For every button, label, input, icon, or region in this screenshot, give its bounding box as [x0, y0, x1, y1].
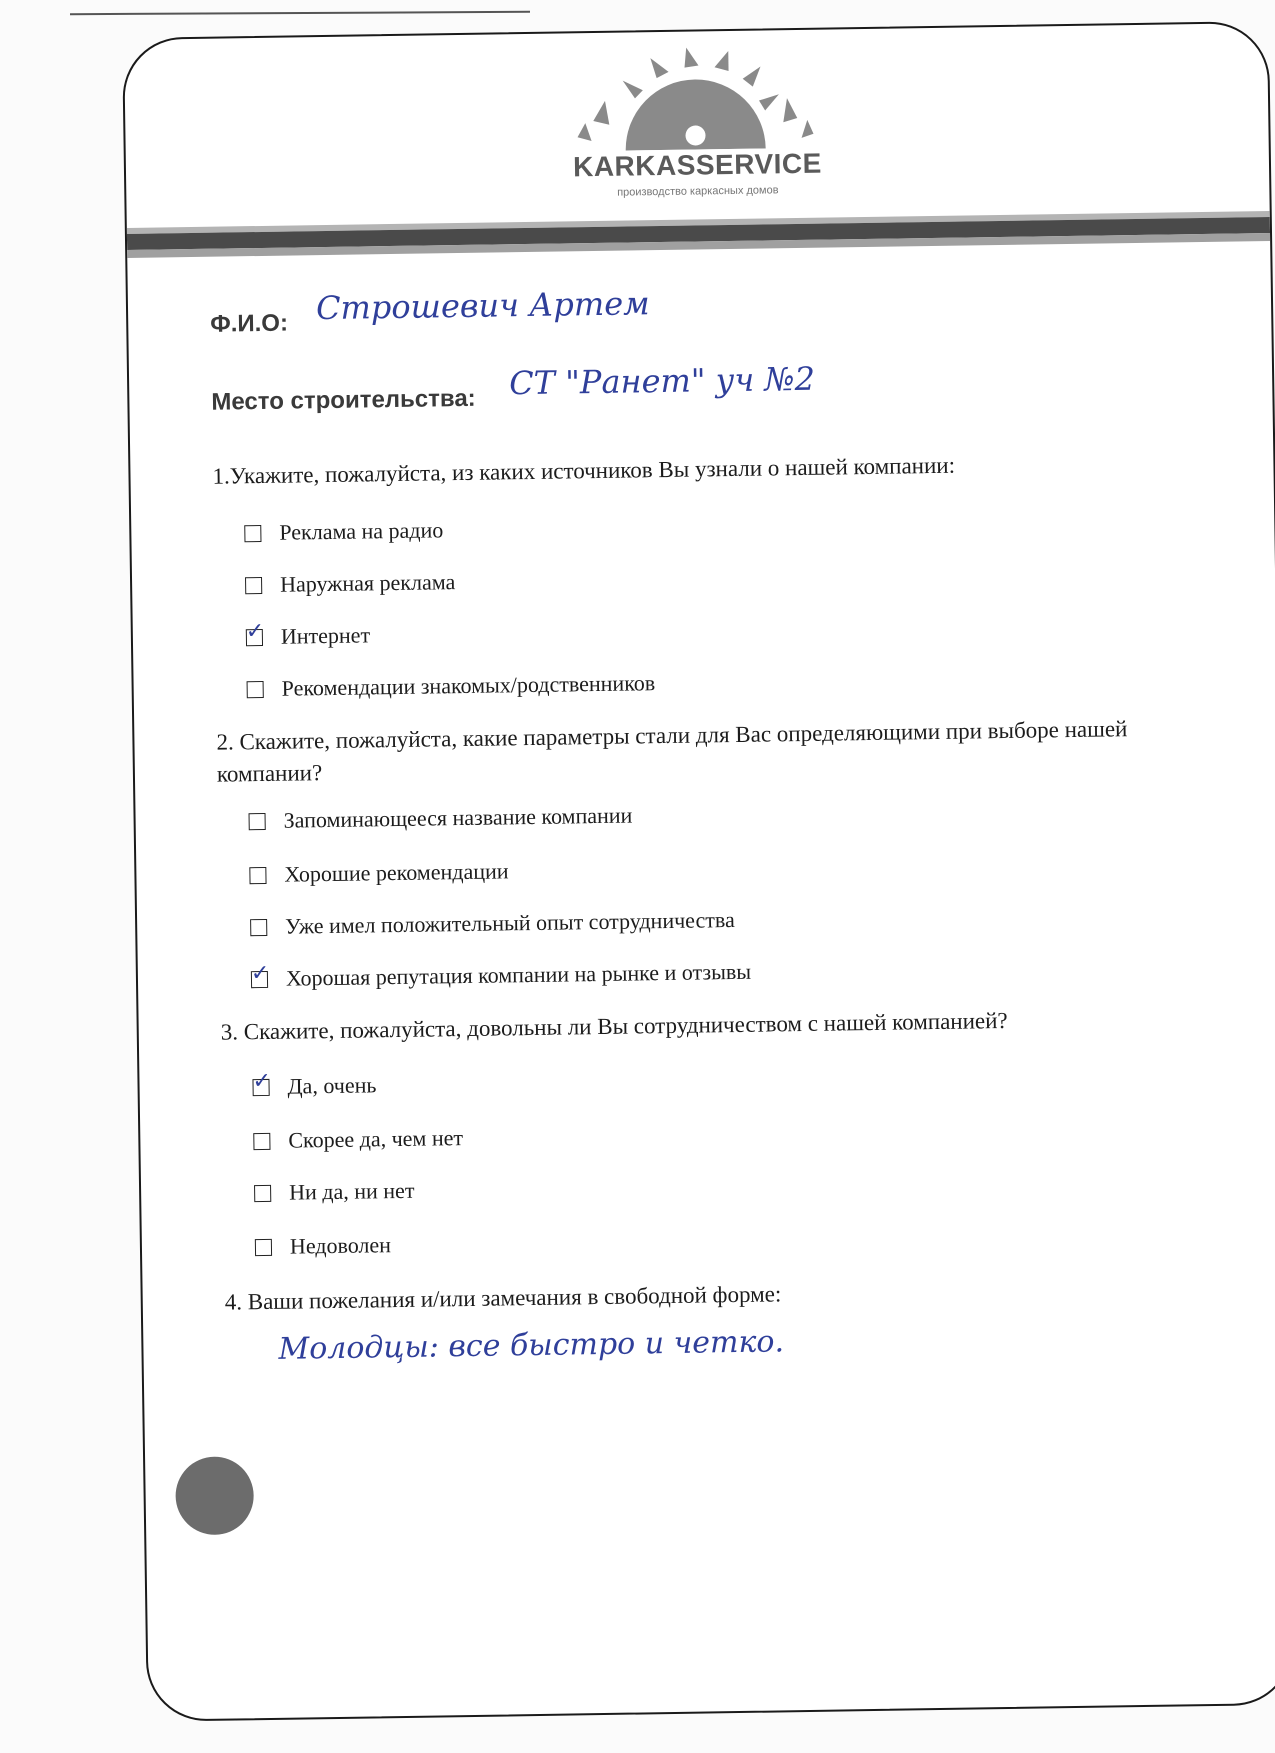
hole-punch-mark [175, 1456, 254, 1535]
option-good-recommendations[interactable] [249, 858, 508, 888]
option-label: Недоволен [289, 1232, 392, 1259]
scan-edge-line [70, 11, 530, 15]
option-label: Ни да, ни нет [288, 1177, 415, 1205]
checkbox[interactable] [255, 1238, 272, 1255]
option-good-reputation[interactable] [251, 959, 751, 992]
checkbox[interactable] [249, 812, 266, 829]
option-radio-ad[interactable] [244, 517, 443, 546]
option-label: Наружная реклама [279, 569, 456, 597]
option-very-satisfied[interactable] [252, 1068, 377, 1100]
option-dissatisfied[interactable] [255, 1232, 391, 1260]
option-label: Запоминающееся название компании [283, 802, 633, 833]
question-4: 4. Ваши пожелания и/или замечания в свободной форме: [224, 1281, 782, 1315]
checkbox-checked[interactable] [245, 618, 265, 645]
checkbox[interactable] [245, 576, 262, 593]
checkbox[interactable] [247, 680, 264, 697]
question-3: 3. Скажите, пожалуйста, довольны ли Вы сотрудничеством с нашей компанией? [220, 1007, 1008, 1045]
site-value: СТ "Ранет" уч №2 [508, 359, 816, 403]
checkbox[interactable] [253, 1132, 270, 1149]
option-neutral[interactable] [254, 1178, 415, 1206]
brand-name: KARKASSERVICE [572, 147, 823, 183]
option-label: Реклама на радио [279, 517, 444, 545]
option-label: Интернет [280, 622, 371, 649]
checkbox[interactable] [244, 524, 261, 541]
option-memorable-name[interactable] [248, 803, 632, 835]
saw-blade-icon [564, 38, 826, 152]
checkbox[interactable] [254, 1184, 271, 1201]
option-internet[interactable] [245, 618, 371, 650]
option-label: Да, очень [287, 1072, 377, 1099]
question-2: 2. Скажите, пожалуйста, какие параметры стали для Вас определяющими при выборе нашей компании? [216, 716, 1128, 787]
check-mark-icon: ✓ [252, 1068, 272, 1094]
checkbox-checked[interactable] [252, 1068, 272, 1095]
name-label: Ф.И.О: [210, 309, 289, 338]
name-value: Строшевич Артем [315, 284, 650, 328]
check-mark-icon: ✓ [250, 960, 270, 986]
option-label: Скорее да, чем нет [288, 1125, 464, 1153]
free-form-answer: Молодцы: все быстро и четко. [278, 1324, 785, 1367]
site-label: Место строительства: [211, 384, 476, 416]
option-rather-yes[interactable] [253, 1125, 463, 1154]
option-label: Хорошие рекомендации [284, 858, 509, 887]
option-label: Уже имел положительный опыт сотрудничества [285, 907, 735, 939]
option-label: Рекомендации знакомых/родственников [281, 670, 656, 701]
check-mark-icon: ✓ [245, 618, 265, 644]
checkbox[interactable] [249, 866, 266, 883]
checkbox[interactable] [250, 918, 267, 935]
company-logo [124, 31, 1270, 228]
option-label: Хорошая репутация компании на рынке и отзывы [285, 958, 752, 991]
brand-tagline: производство каркасных домов [617, 184, 779, 199]
option-recommendations[interactable] [246, 670, 655, 702]
question-1: 1.Укажите, пожалуйста, из каких источников Вы узнали о нашей компании: [212, 452, 956, 489]
option-outdoor-ad[interactable] [245, 569, 456, 598]
option-previous-experience[interactable] [250, 907, 735, 940]
checkbox-checked[interactable] [250, 960, 270, 987]
survey-sheet [122, 21, 1275, 1722]
